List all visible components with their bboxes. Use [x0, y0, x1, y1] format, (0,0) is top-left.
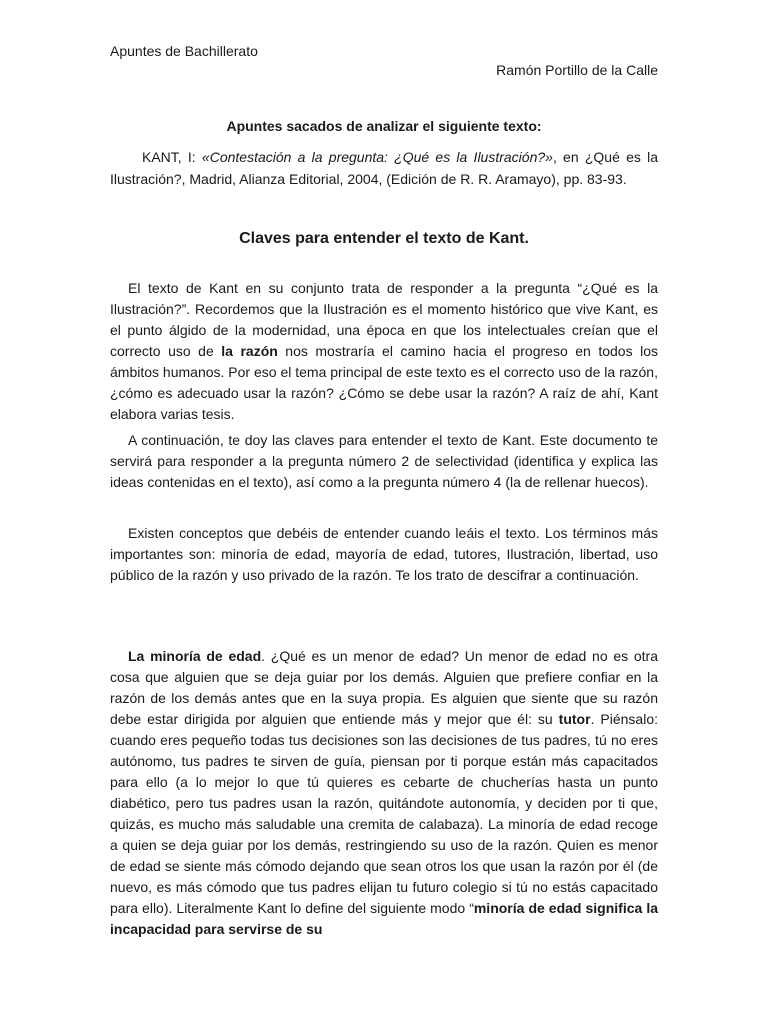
paragraph-4: [110, 646, 658, 940]
reference-prefix: KANT, I:: [142, 149, 202, 165]
paragraph-1: [110, 278, 658, 425]
header-left: Apuntes de Bachillerato: [110, 43, 258, 59]
p4-bold-3: minoría de edad significa la incapacidad para servirse de su: [110, 900, 658, 937]
subtitle: Apuntes sacados de analizar el siguiente texto:: [226, 118, 542, 134]
section-title: Claves para entender el texto de Kant.: [239, 230, 529, 247]
p4-bold-1: La minoría de edad: [128, 648, 262, 664]
header-right: Ramón Portillo de la Calle: [496, 62, 658, 78]
paragraph-3: Existen conceptos que debéis de entender cuando leáis el texto. Los términos más importantes son: minoría de edad, mayoría de edad, tutores, Ilustración, libertad, uso público de la razón y uso privado de la razón. Te los trato de descifrar a continuación.: [110, 525, 658, 583]
p4-bold-2: tutor: [558, 711, 591, 727]
reference-italic: «Contestación a la pregunta: ¿Qué es la Ilustración?»: [201, 149, 553, 165]
reference: [110, 146, 658, 190]
paragraph-2: A continuación, te doy las claves para entender el texto de Kant. Este documento te servirá para responder a la pregunta número 2 de selectividad (identifica y explica las ideas contenidas en el texto), así como a la pregunta número 4 (la de rellenar huecos).: [110, 432, 658, 490]
p4-text-a: . ¿Qué es un menor de edad? Un menor de edad no es otra cosa que alguien que se deja guiar por los demás. Alguien que prefiere confiar en la razón de los demás antes que en la suya propia. Es alguien que siente que su razón debe estar dirigida por alguien que entiende más y mejor que él: su: [110, 648, 658, 727]
p1-text-b: nos mostraría el camino hacia el progreso en todos los ámbitos humanos. Por eso el tema principal de este texto es el correcto uso de la razón, ¿cómo es adecuado usar la razón? ¿Cómo se debe usar la razón? A raíz de ahí, Kant elabora varias tesis.: [110, 343, 658, 422]
p1-bold: la razón: [221, 343, 278, 359]
p4-text-b: . Piénsalo: cuando eres pequeño todas tus decisiones son las decisiones de tus padres, tú no eres autónomo, tus padres te sirven de guía, piensan por ti porque están más capacitados para ello (a lo mejor lo que tú quieres es cebarte de chucherías hasta un punto diabético, pero tus padres usan la razón, quitándote autonomía, y deciden por ti que, quizás, es mucho más saludable una cremita de calabaza). La minoría de edad recoge a quien se deja guiar por los demás, restringiendo su uso de la razón. Quien es menor de edad se siente más cómodo dejando que sean otros los que usan la razón por él (de nuevo, es más cómodo que tus padres elijan tu futuro colegio si tú no estás capacitado para ello). Literalmente Kant lo define del siguiente modo “: [110, 711, 658, 916]
p1-text-a: El texto de Kant en su conjunto trata de responder a la pregunta “¿Qué es la Ilustración?”. Recordemos que la Ilustración es el momento histórico que vive Kant, es el punto álgido de la modernidad, una época en que los intelectuales creían que el correcto uso de: [110, 280, 658, 359]
reference-suffix: , en ¿Qué es la Ilustración?, Madrid, Alianza Editorial, 2004, (Edición de R. R. Aramayo), pp. 83-93.: [110, 149, 659, 187]
